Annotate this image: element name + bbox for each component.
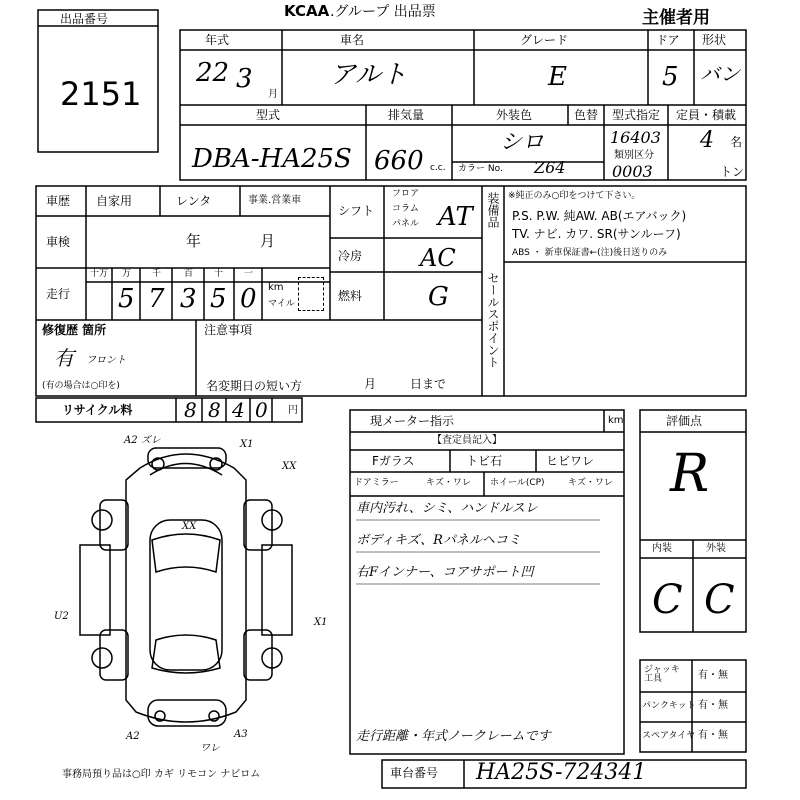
equipment-line2: TV. ナビ. カワ. SR(サンルーフ) [512, 227, 681, 241]
sales-point-label: セールスポイント [486, 272, 500, 368]
form-title: .グループ 出品票 [330, 4, 436, 20]
meter-label: 現メーター指示 [370, 414, 455, 428]
comment-2: ボディキズ、Rパネルヘコミ [356, 533, 521, 548]
business-label: 事業.営業車 [248, 195, 302, 206]
rental-label: レンタ [176, 194, 212, 208]
doors-value: 5 [662, 62, 679, 92]
color-change-label: 色替 [574, 108, 599, 122]
comment-3: 右Fインナー、コアサポート凹 [356, 565, 534, 580]
repair-note: (有の場合は○印を) [42, 381, 120, 391]
recycle-digit-3: 4 [232, 398, 245, 422]
comment-4: 走行距離・年式ノークレームです [356, 729, 551, 744]
repair-label: 修復歴 箇所 [42, 323, 107, 337]
shift-column: コラム [392, 204, 419, 214]
lot-number: 2151 [60, 75, 142, 113]
equipment-line1: P.S. P.W. 純AW. AB(エアバック) [512, 209, 687, 223]
class-label: 類別区分 [614, 150, 654, 161]
puncture-options: 有・無 [698, 700, 728, 711]
diagram-mark: XX [282, 461, 297, 472]
capacity-label: 定員・積載 [676, 108, 737, 122]
type-spec-value: 16403 [610, 128, 661, 147]
diagram-mark: X1 [314, 617, 328, 628]
mile-checkbox [298, 277, 324, 311]
recycle-digit-4: 0 [255, 398, 268, 422]
ac-value: AC [420, 244, 456, 272]
inspection-label: 車検 [46, 235, 71, 249]
equipment-label: 装備品 [486, 192, 500, 228]
mileage-unit-10k: 万 [122, 269, 132, 279]
wheel-label: ホイール(CP) [490, 478, 545, 488]
body-value: バン [700, 62, 740, 86]
equipment-line3: ABS ・ 新車保証書←(注)後日送りのみ [512, 248, 668, 258]
grade-score-label: 評価点 [666, 414, 703, 428]
mileage-unit-1k: 千 [152, 269, 162, 279]
diagram-mark: XX [182, 521, 197, 532]
grade-value: E [548, 62, 567, 92]
mileage-unit-10: 十 [214, 269, 224, 279]
puncture-label: パンクキット [642, 701, 696, 711]
name-change-label: 名変期日の短い方 [206, 379, 303, 393]
mileage-digit-2: 5 [118, 284, 135, 314]
year-value: 22 [196, 58, 230, 88]
displacement-label: 排気量 [388, 108, 425, 122]
history-label: 車歴 [46, 194, 71, 208]
recycle-unit: 円 [288, 405, 298, 416]
class-value: 0003 [612, 162, 653, 181]
interior-score: C [652, 577, 683, 623]
chassis-label: 車台番号 [390, 766, 439, 780]
cc-unit: c.c. [430, 163, 446, 173]
name-change-month: 月 [364, 377, 377, 391]
car-diagram [80, 448, 292, 726]
spare-options: 有・無 [698, 730, 728, 741]
jack-label: ジャッキ 工具 [644, 665, 680, 684]
mileage-digit-3: 7 [148, 284, 165, 314]
doors-label: ドア [656, 33, 680, 47]
grade-label: グレード [520, 33, 569, 47]
recycle-label: リサイクル料 [62, 403, 133, 417]
mileage-digit-5: 5 [210, 284, 227, 314]
equipment-note: ※純正のみ○印をつけて下さい。 [508, 191, 641, 201]
model-label: 型式 [256, 108, 281, 122]
comment-1: 車内汚れ、シミ、ハンドルスレ [356, 501, 538, 516]
organizer-label: 主催者用 [642, 8, 710, 28]
diagram-mark: U2 [54, 611, 69, 622]
crack-label: ヒビワレ [546, 454, 595, 468]
ac-label: 冷房 [338, 249, 363, 263]
diagram-mark: A2 ズレ [124, 435, 161, 446]
mileage-unit-1: 一 [244, 269, 254, 279]
name-change-day: 日まで [410, 377, 447, 391]
shift-label: シフト [338, 204, 375, 218]
month-value: 3 [236, 64, 253, 94]
ins-month-label: 月 [260, 232, 276, 250]
meter-km: km [608, 415, 624, 426]
diagram-mark: A3 [234, 729, 248, 740]
capacity-unit: 名 [730, 135, 743, 149]
mileage-label: 走行 [46, 287, 71, 301]
chassis-number: HA25S-724341 [476, 760, 647, 785]
color-label: 外装色 [496, 108, 533, 122]
fuel-label: 燃料 [338, 289, 363, 303]
spare-label: スペアタイヤ [642, 731, 696, 741]
km-label: km [268, 282, 284, 293]
mile-label: マイル [268, 299, 295, 309]
office-note: 事務局預り品は○印 カギ リモコン ナビロム [62, 769, 261, 780]
lot-label: 出品番号 [60, 12, 109, 26]
diagram-mark: X1 [240, 439, 254, 450]
glass-options: トビ石 [466, 454, 503, 468]
diagram-mark: ワレ [200, 743, 220, 754]
mileage-unit-100k: 十万 [90, 269, 109, 279]
mileage-unit-100: 百 [184, 269, 194, 279]
repair-value: 有 [54, 346, 74, 370]
type-spec-label: 型式指定 [612, 108, 661, 122]
shift-value: AT [438, 202, 473, 232]
glass-label: Fガラス [372, 454, 415, 468]
diagram-mark: A2 [126, 731, 140, 742]
model-value: DBA-HA25S [192, 144, 352, 174]
shift-panel: パネル [392, 219, 420, 229]
car-name: アルト [330, 60, 407, 90]
color-value: シロ [500, 130, 545, 155]
year-label: 年式 [205, 33, 230, 47]
body-label: 形状 [702, 33, 727, 47]
mileage-digit-6: 0 [240, 284, 257, 314]
notes-label: 注意事項 [204, 323, 253, 337]
mirror-options: キズ・ワレ [426, 478, 471, 488]
mirror-label: ドアミラー [354, 478, 399, 488]
name-label: 車名 [340, 33, 365, 47]
grade-score: R [670, 444, 710, 504]
jack-options: 有・無 [698, 670, 728, 681]
wheel-options: キズ・ワレ [568, 478, 613, 488]
shift-floor: フロア [392, 189, 420, 199]
recycle-digit-2: 8 [208, 398, 221, 422]
displacement-value: 660 [374, 146, 424, 176]
fuel-value: G [428, 282, 449, 312]
color-no-value: Z64 [534, 158, 566, 177]
month-suffix: 月 [268, 89, 278, 100]
mileage-digit-4: 3 [180, 284, 197, 314]
private-label: 自家用 [96, 194, 133, 208]
ins-year-label: 年 [186, 232, 202, 250]
capacity-value: 4 [700, 128, 714, 153]
interior-label: 内装 [652, 543, 672, 554]
exterior-label: 外装 [706, 543, 726, 554]
recycle-digit-1: 8 [184, 398, 197, 422]
brand-logo: KCAA [284, 2, 330, 20]
inspector-section: 【査定員記入】 [432, 435, 502, 446]
color-no-label: カラー No. [458, 164, 503, 174]
repair-area: フロント [86, 355, 126, 366]
exterior-score: C [704, 577, 735, 623]
ton-unit: トン [720, 165, 745, 179]
